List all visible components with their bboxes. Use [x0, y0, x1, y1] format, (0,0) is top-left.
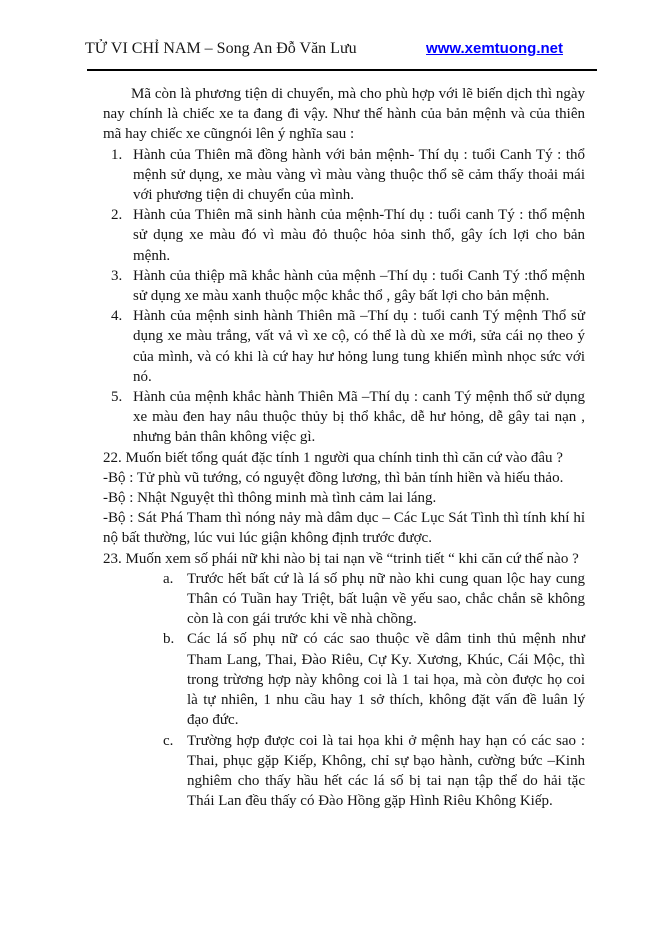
question-23: 23. Muốn xem số phái nữ khi nào bị tai nạn về “trinh tiết “ khi căn cứ thế nào ? — [103, 550, 579, 567]
item-text: Trường hợp được coi là tai họa khi ở mệnh hay hạn có các sao : Thai, phục gặp Kiếp, Không, chỉ sự bạo hành, cường bức –Kinh nghiêm cho thấy hầu hết các lá số bị tai nạn tập thể do hải tặc Thái Lan đều thấy có Đào Hồng gặp Hình Riêu Không Kiếp. — [187, 732, 585, 810]
document-body — [103, 84, 585, 811]
lettered-item-c — [163, 731, 585, 812]
page-header — [85, 40, 563, 58]
numbered-item-4 — [111, 306, 585, 387]
lettered-item-b — [163, 629, 585, 730]
item-text: Hành của Thiên mã sinh hành của mệnh-Thí dụ : tuổi canh Tý : thổ mệnh sử dụng xe màu đó vì màu đỏ thuộc hỏa sinh thổ, gây ích lợi cho bản mệnh. — [133, 207, 585, 264]
website-link[interactable]: www.xemtuong.net — [426, 40, 563, 57]
item-number: 2. — [111, 207, 123, 224]
numbered-item-5 — [111, 387, 585, 448]
item-text: Các lá số phụ nữ có các sao thuộc về dâm tinh thủ mệnh như Tham Lang, Thai, Đào Riêu, Cự Ky. Xương, Khúc, Cái Mộc, thì trong trừơng hợp này không coi là 1 tai họa, mà còn được họ coi là tự nhiên, 1 nhu cầu hay 1 sở thích, không đặt vấn đề luân lý đạo đức. — [187, 631, 585, 729]
item-letter: c. — [163, 732, 174, 749]
item-text: Trước hết bất cứ là lá số phụ nữ nào khi cung quan lộc hay cung Thân có Tuần hay Triệt, bất luận về yếu sao, chắc chắn sẽ không còn là con gái trước khi về nhà chồng. — [187, 570, 585, 628]
item-number: 5. — [111, 389, 123, 406]
item-letter: b. — [163, 631, 175, 648]
item-number: 3. — [111, 267, 123, 284]
item-letter: a. — [163, 570, 174, 587]
answer-bo-2: -Bộ : Nhật Nguyệt thì thông minh mà tình cảm lai láng. — [103, 490, 437, 507]
item-text: Hành của thiệp mã khắc hành của mệnh –Thí dụ : tuổi Canh Tý :thổ mệnh sử dụng xe màu xanh thuộc mộc khắc thổ , gây bất lợi cho bản mệnh. — [133, 267, 585, 305]
question-22: 22. Muốn biết tổng quát đặc tính 1 người qua chính tinh thì căn cứ vào đâu ? — [103, 449, 563, 466]
intro-paragraph: Mã còn là phương tiện di chuyển, mà cho phù hợp với lẽ biến dịch thì ngày nay chính là chiếc xe ta đang đi vậy. Như thế hành của bản mệnh và của thiên mã hay chiếc xe cũngnói lên ý nghĩa sau : — [103, 86, 585, 143]
item-text: Hành của Thiên mã đồng hành với bản mệnh- Thí dụ : tuổi Canh Tý : thổ mệnh sử dụng, xe màu vàng vì màu vàng thuộc thổ sẽ cảm thấy thoải mái với phương tiện di chuyển của mình. — [133, 146, 585, 204]
item-text: Hành của mệnh sinh hành Thiên mã –Thí dụ : tuổi canh Tý mệnh Thổ sử dụng xe màu trắng, vất vả vì xe cộ, có thể là dù xe mới, sửa cái nọ theo ý của mình, và có khi là cứ hay hư hỏng lung tung khiến mình nhọc sức với nó. — [133, 308, 585, 385]
numbered-item-2 — [111, 205, 585, 266]
document-title: TỬ VI CHỈ NAM – Song An Đỗ Văn Lưu — [85, 40, 357, 57]
item-number: 1. — [111, 146, 123, 163]
numbered-item-1 — [111, 145, 585, 206]
answer-bo-1: -Bộ : Tử phù vũ tướng, có nguyệt đồng lương, thì bản tính hiền và hiếu thảo. — [103, 469, 564, 486]
answer-bo-3: -Bộ : Sát Phá Tham thì nóng nảy mà dâm dục – Các Lục Sát Tình thì tính khí hỉ nộ bất thường, lúc vui lúc giận không định trước được. — [103, 510, 585, 547]
item-number: 4. — [111, 308, 123, 325]
item-text: Hành của mệnh khắc hành Thiên Mã –Thí dụ : canh Tý mệnh thổ sử dụng xe màu đen hay nâu thuộc thủy bị thổ khắc, dễ hư hỏng, dễ gây tai nạn , nhưng bản thân không việc gì. — [133, 389, 585, 446]
header-divider — [87, 69, 597, 71]
lettered-item-a — [163, 569, 585, 630]
numbered-item-3 — [111, 266, 585, 306]
